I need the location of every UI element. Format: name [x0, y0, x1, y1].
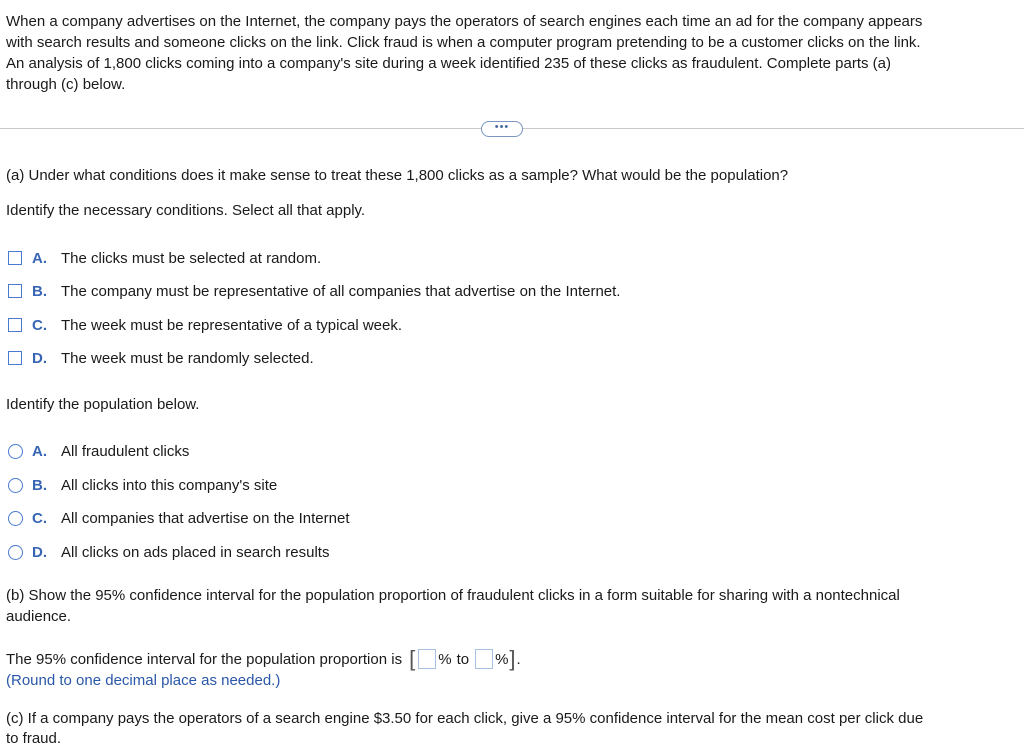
percent-sign: % — [438, 650, 452, 668]
condition-option-d[interactable] — [8, 348, 314, 368]
option-letter: C. — [32, 509, 47, 527]
option-text: The clicks must be selected at random. — [61, 249, 322, 267]
option-text: All fraudulent clicks — [61, 442, 190, 460]
population-prompt: Identify the population below. — [6, 396, 200, 413]
problem-statement — [6, 11, 1024, 95]
ci-answer-row — [6, 647, 521, 671]
radio-button[interactable] — [8, 511, 23, 526]
part-c-question-line2: to fraud. — [6, 730, 62, 747]
answer-prefix: The 95% confidence interval for the population proportion is — [6, 650, 403, 668]
upper-bound-input[interactable] — [475, 649, 493, 669]
condition-option-c[interactable] — [8, 315, 402, 335]
option-text: All clicks into this company's site — [61, 476, 278, 494]
checkbox[interactable] — [8, 318, 22, 332]
radio-button[interactable] — [8, 444, 23, 459]
option-letter: D. — [32, 543, 47, 561]
right-bracket: ] — [509, 646, 516, 671]
to-label: to — [456, 650, 470, 668]
left-bracket: [ — [409, 646, 416, 671]
option-text: The week must be representative of a typical week. — [61, 316, 403, 334]
part-b-question-line1: (b) Show the 95% confidence interval for the population proportion of fraudulent clicks in a form suitable for sharing with a nontechnical — [6, 587, 900, 604]
intro-line: through (c) below. — [6, 76, 126, 93]
radio-button[interactable] — [8, 478, 23, 493]
part-c-question-line1: (c) If a company pays the operators of a search engine $3.50 for each click, give a 95% confidence interval for the mean cost per click due — [6, 710, 924, 727]
intro-line: When a company advertises on the Internet, the company pays the operators of search engines each time an ad for the company appears — [6, 13, 923, 30]
checkbox[interactable] — [8, 251, 22, 265]
checkbox[interactable] — [8, 351, 22, 365]
option-letter: C. — [32, 316, 47, 334]
rounding-hint: (Round to one decimal place as needed.) — [6, 672, 281, 689]
condition-option-a[interactable] — [8, 248, 321, 268]
option-text: All clicks on ads placed in search results — [61, 543, 330, 561]
lower-bound-input[interactable] — [418, 649, 436, 669]
conditions-prompt: Identify the necessary conditions. Select all that apply. — [6, 202, 366, 219]
part-b-question-line2: audience. — [6, 608, 72, 625]
option-letter: B. — [32, 476, 47, 494]
intro-line: with search results and someone clicks on the link. Click fraud is when a computer program pretending to be a customer clicks on the link. — [6, 34, 921, 51]
period: . — [516, 650, 521, 668]
option-text: The company must be representative of all companies that advertise on the Internet. — [61, 282, 621, 300]
intro-line: An analysis of 1,800 clicks coming into a company's site during a week identified 235 of these clicks as fraudulent. Complete parts (a) — [6, 55, 891, 72]
population-option-a[interactable] — [8, 441, 189, 461]
option-letter: A. — [32, 249, 47, 267]
percent-sign: % — [495, 650, 509, 668]
option-letter: B. — [32, 282, 47, 300]
checkbox[interactable] — [8, 284, 22, 298]
part-a-question: (a) Under what conditions does it make sense to treat these 1,800 clicks as a sample? What would be the population? — [6, 167, 789, 184]
expand-more-button[interactable]: ••• — [481, 121, 523, 137]
option-letter: A. — [32, 442, 47, 460]
option-letter: D. — [32, 349, 47, 367]
condition-option-b[interactable] — [8, 281, 620, 301]
population-option-c[interactable] — [8, 508, 350, 528]
radio-button[interactable] — [8, 545, 23, 560]
option-text: All companies that advertise on the Internet — [61, 509, 350, 527]
population-option-d[interactable] — [8, 542, 329, 562]
option-text: The week must be randomly selected. — [61, 349, 314, 367]
population-option-b[interactable] — [8, 475, 277, 495]
